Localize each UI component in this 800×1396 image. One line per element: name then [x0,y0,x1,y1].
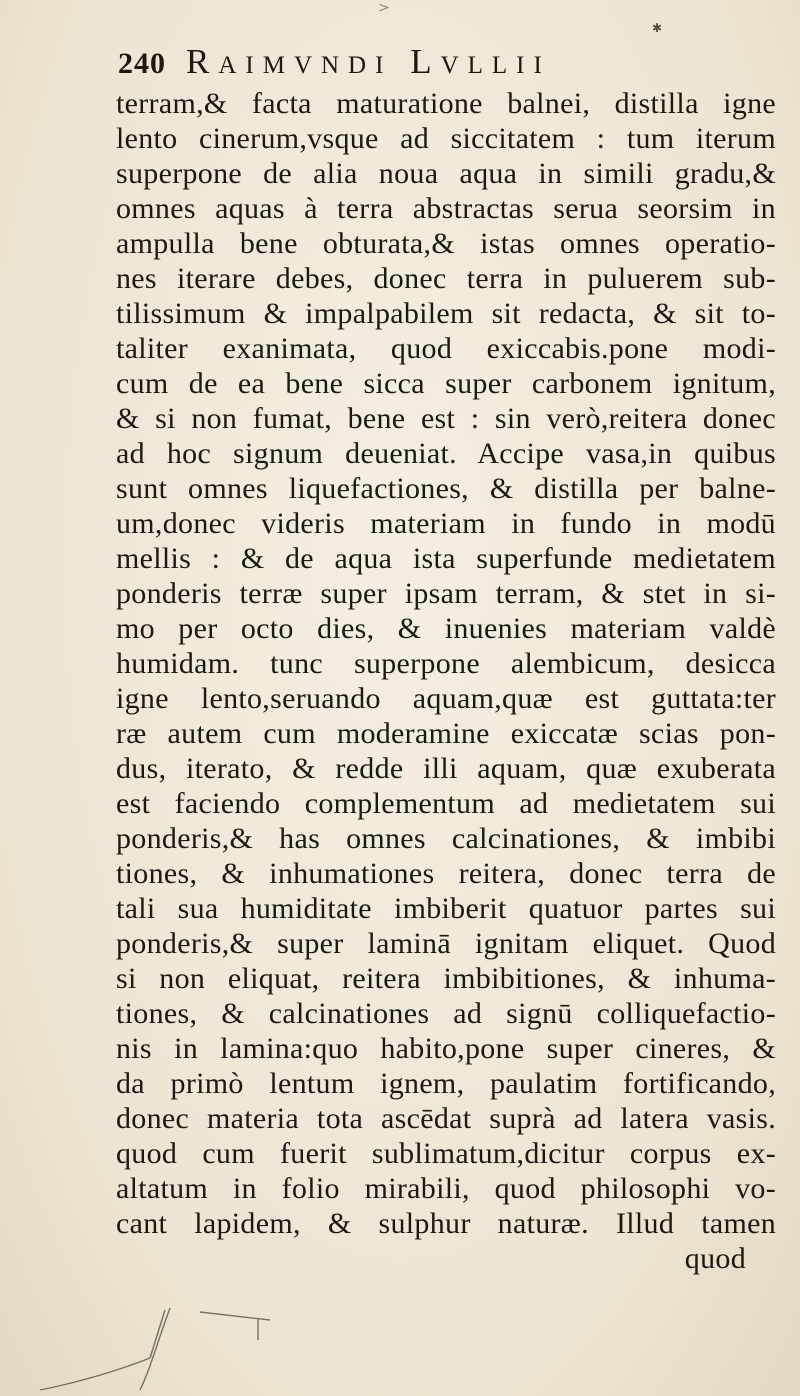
text-line: nis in lamina:quo habito,pone super cineres, & [116,1032,776,1065]
text-line: est faciendo complementum ad medietatem sui [116,787,776,820]
text-line: tali sua humiditate imbiberit quatuor partes sui [116,892,776,925]
text-line: ponderis,& has omnes calcinationes, & imbibi [116,822,776,855]
text-line: ponderis,& super laminā ignitam eliquet. Quod [116,927,776,960]
caret-mark-icon: > [378,0,390,16]
text-line: mo per octo dies, & inuenies materiam valdè [116,612,776,645]
text-line: ræ autem cum moderamine exiccatæ scias pon- [116,717,776,750]
text-line: si non eliquat, reitera imbibitiones, & inhuma- [116,962,776,995]
text-line: terram,& facta maturatione balnei, distilla igne [116,87,776,120]
text-line: lento cinerum,vsque ad siccitatem : tum iterum [116,122,776,155]
text-line: superpone de alia noua aqua in simili gradu,& [116,157,776,190]
text-line: sunt omnes liquefactiones, & distilla per balne- [116,472,776,505]
text-line: mellis : & de aqua ista superfunde medietatem [116,542,776,575]
text-line: ad hoc signum deueniat. Accipe vasa,in quibus [116,437,776,470]
text-line: cum de ea bene sicca super carbonem ignitum, [116,367,776,400]
running-head: Raimvndi Lvllii [186,42,551,81]
body-text [116,86,776,1276]
text-line: dus, iterato, & redde illi aquam, quæ exuberata [116,752,776,785]
text-line: ampulla bene obturata,& istas omnes operatio- [116,227,776,260]
text-line: quod cum fuerit sublimatum,dicitur corpus ex- [116,1137,776,1170]
text-line: cant lapidem, & sulphur naturæ. Illud tamen [116,1207,776,1240]
text-line: humidam. tunc superpone alembicum, desicca [116,647,776,680]
text-line: omnes aquas à terra abstractas serua seorsim in [116,192,776,225]
text-line: altatum in folio mirabili, quod philosophi vo- [116,1172,776,1205]
text-line: taliter exanimata, quod exiccabis.pone modi- [116,332,776,365]
text-line: ponderis terræ super ipsam terram, & stet in si- [116,577,776,610]
text-line: & si non fumat, bene est : sin verò,reitera donec [116,402,776,435]
text-line: tilissimum & impalpabilem sit redacta, & sit to- [116,297,776,330]
catchword: quod [684,1242,746,1275]
page-number: 240 [118,47,166,80]
text-line: igne lento,seruando aquam,quæ est guttata:ter [116,682,776,715]
ink-spot-icon: ✱ [652,21,663,35]
text-line: um,donec videris materiam in fundo in modū [116,507,776,540]
text-line: nes iterare debes, donec terra in puluerem sub- [116,262,776,295]
pen-scribble-icon [0,1250,800,1396]
text-line: tiones, & inhumationes reitera, donec terra de [116,857,776,890]
text-line: donec materia tota ascēdat suprà ad latera vasis. [116,1102,776,1135]
page-header [118,42,678,88]
text-line: tiones, & calcinationes ad signū colliquefactio- [116,997,776,1030]
text-line: da primò lentum ignem, paulatim fortificando, [116,1067,776,1100]
